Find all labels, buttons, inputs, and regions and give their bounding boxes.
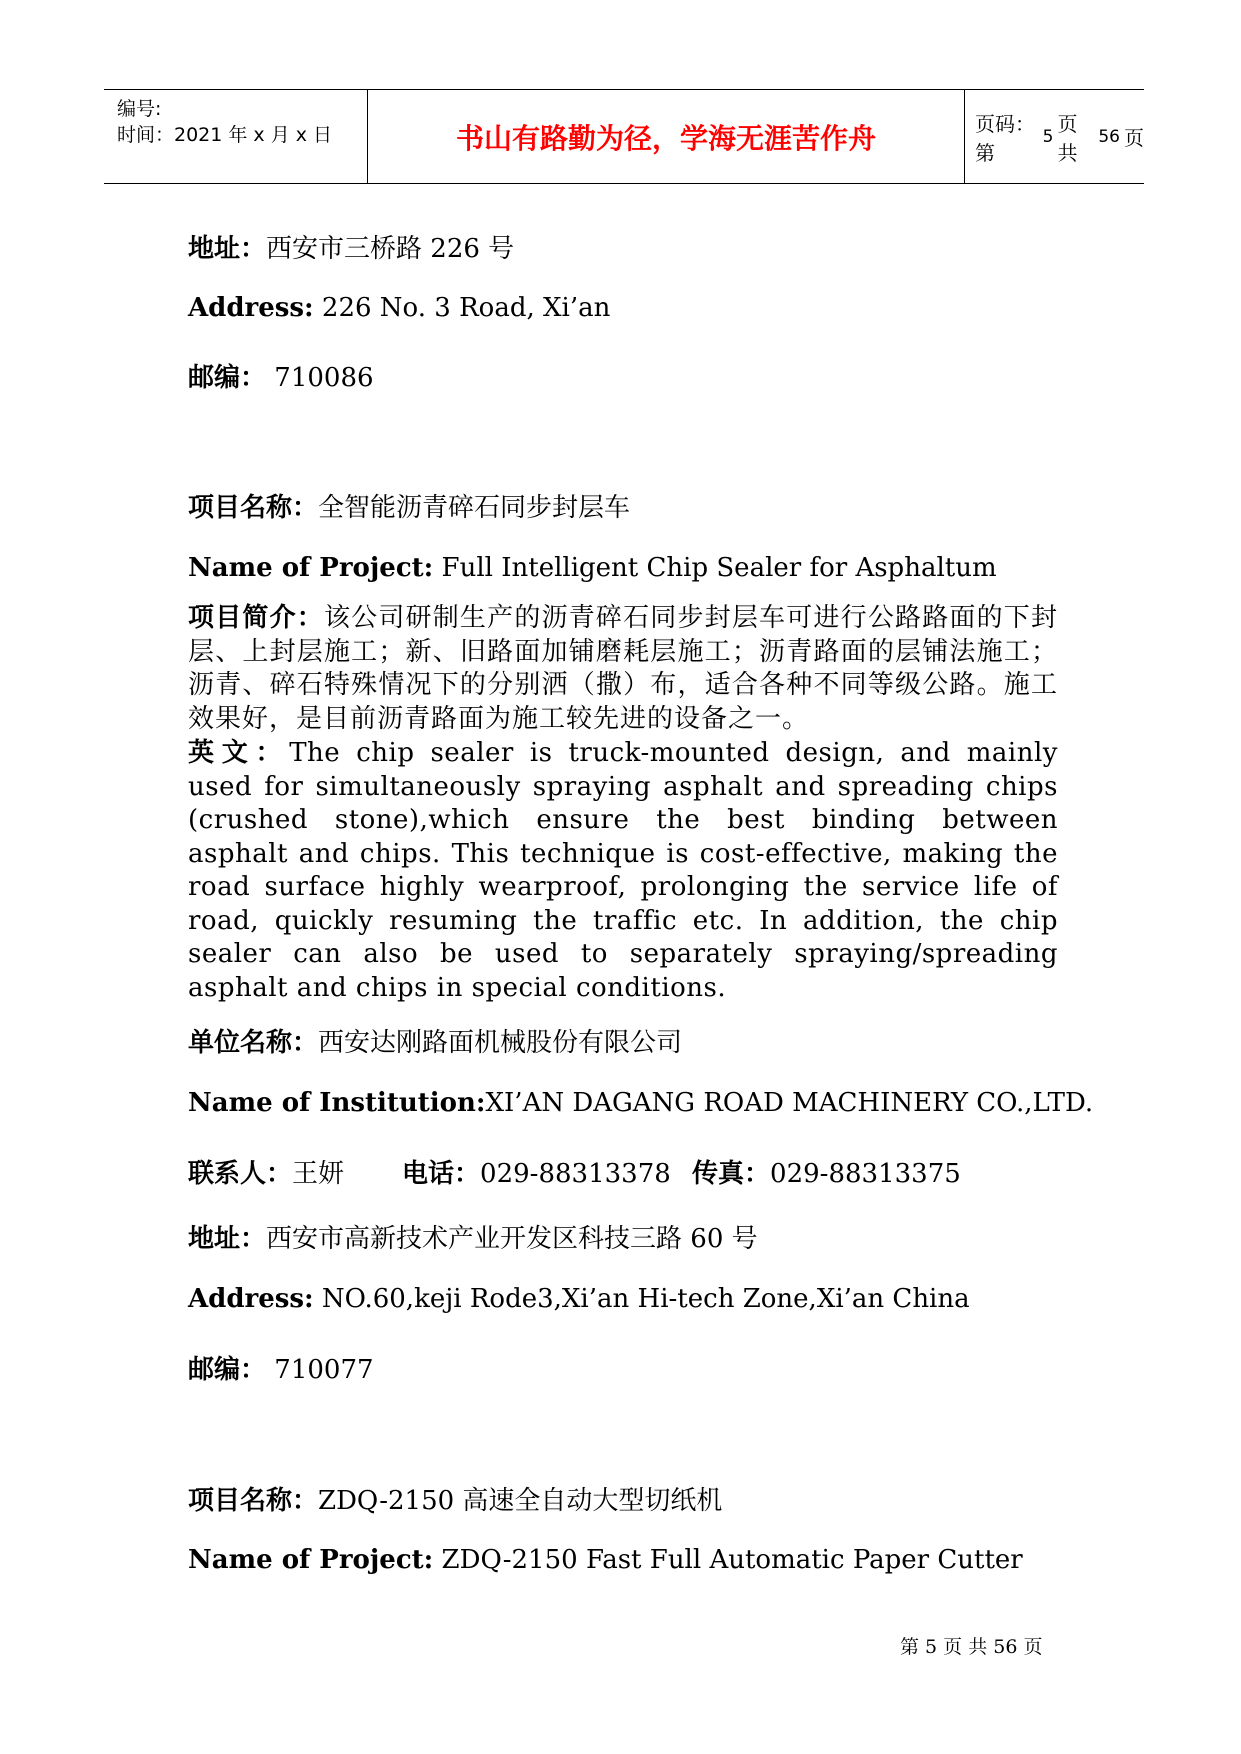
- entry2-contact-row: [188, 1153, 961, 1190]
- institution-cn-value: 西安达刚路面机械股份有限公司: [318, 1028, 683, 1058]
- entry2-project-cn: [188, 487, 630, 524]
- institution-en-label: Name of Institution:: [188, 1088, 486, 1118]
- entry2-institution-cn: [188, 1022, 682, 1059]
- entry2-project-en: [188, 553, 997, 583]
- entry2-institution-en: [188, 1088, 1093, 1118]
- entry3-project-en: [188, 1545, 1023, 1575]
- page-prefix: 页码：第: [975, 111, 1035, 165]
- entry1-address-en: [188, 293, 610, 323]
- address-en-value: 226 No. 3 Road, Xi’an: [313, 293, 611, 323]
- document-date: 时间：2021 年 x 月 x 日: [117, 124, 333, 146]
- project-cn-label: 项目名称：: [188, 493, 319, 523]
- page-number: 5: [1042, 126, 1054, 147]
- header-page-info: [965, 90, 1144, 183]
- postcode-label: 邮编：: [188, 1355, 267, 1385]
- project-cn-label: 项目名称：: [188, 1486, 319, 1516]
- entry2-address-en: [188, 1284, 970, 1314]
- page-mid: 页 共: [1057, 111, 1078, 165]
- postcode-value: 710077: [266, 1355, 374, 1385]
- page-footer: 第 5 页 共 56 页: [900, 1636, 1043, 1658]
- postcode-label: 邮编：: [188, 363, 267, 393]
- institution-cn-label: 单位名称：: [188, 1028, 319, 1058]
- page-header: [104, 89, 1144, 184]
- project-cn-value: 全智能沥青碎石同步封层车: [318, 493, 631, 523]
- fax-label: 传真：: [692, 1159, 771, 1189]
- header-meta: [104, 90, 368, 183]
- postcode-value: 710086: [266, 363, 374, 393]
- address-en-value: NO.60,keji Rode3,Xi’an Hi-tech Zone,Xi’an China: [313, 1284, 970, 1314]
- project-cn-value: ZDQ-2150 高速全自动大型切纸机: [318, 1486, 723, 1516]
- entry1-postcode: [188, 357, 374, 394]
- address-cn-label: 地址：: [188, 234, 267, 264]
- entry2-address-cn: [188, 1218, 758, 1255]
- document-number-label: 编号:: [117, 98, 162, 120]
- entry2-intro-cn: [188, 602, 1058, 736]
- address-en-label: Address:: [188, 293, 314, 323]
- address-en-label: Address:: [188, 1284, 314, 1314]
- address-cn-label: 地址：: [188, 1224, 267, 1254]
- contact-label: 联系人：: [188, 1159, 293, 1189]
- header-motto: 书山有路勤为径，学海无涯苦作舟: [368, 90, 965, 183]
- project-en-value: ZDQ-2150 Fast Full Automatic Paper Cutter: [433, 1545, 1023, 1575]
- phone-label: 电话：: [402, 1159, 481, 1189]
- contact-value: 王妍: [292, 1159, 345, 1189]
- entry1-address-cn: [188, 228, 514, 265]
- project-en-value: Full Intelligent Chip Sealer for Asphaltum: [433, 553, 997, 583]
- intro-en-label: 英文：: [188, 738, 290, 768]
- intro-label: 项目简介：: [188, 603, 324, 633]
- address-cn-value: 西安市高新技术产业开发区科技三路 60 号: [266, 1224, 758, 1254]
- institution-en-value: XI’AN DAGANG ROAD MACHINERY CO.,LTD.: [485, 1088, 1094, 1118]
- project-en-label: Name of Project:: [188, 553, 434, 583]
- address-cn-value: 西安市三桥路 226 号: [266, 234, 515, 264]
- phone-value: 029-88313378: [480, 1159, 671, 1189]
- fax-value: 029-88313375: [770, 1159, 961, 1189]
- intro-en-text: The chip sealer is truck-mounted design, and mainly used for simultaneously spraying asphalt and spreading chips (crushed stone),which ensure the best binding between asphalt and chips. This technique is cost-effective, making the road surface highly wearproof, prolonging the service life of road, quickly resuming the traffic etc. In addition, the chip sealer can also be used to separately spraying/spreading asphalt and chips in special conditions.: [188, 738, 1058, 1003]
- entry2-intro-en: [188, 737, 1058, 1005]
- page-total: 56: [1098, 126, 1120, 147]
- intro-cn-text: 该公司研制生产的沥青碎石同步封层车可进行公路路面的下封层、上封层施工；新、旧路面加铺磨耗层施工；沥青路面的层铺法施工；沥青、碎石特殊情况下的分别洒（撒）布，适合各种不同等级公路。施工效果好，是目前沥青路面为施工较先进的设备之一。: [188, 603, 1058, 734]
- project-en-label: Name of Project:: [188, 1545, 434, 1575]
- entry3-project-cn: [188, 1480, 722, 1517]
- page-suffix: 页: [1124, 126, 1144, 150]
- entry2-postcode: [188, 1349, 374, 1386]
